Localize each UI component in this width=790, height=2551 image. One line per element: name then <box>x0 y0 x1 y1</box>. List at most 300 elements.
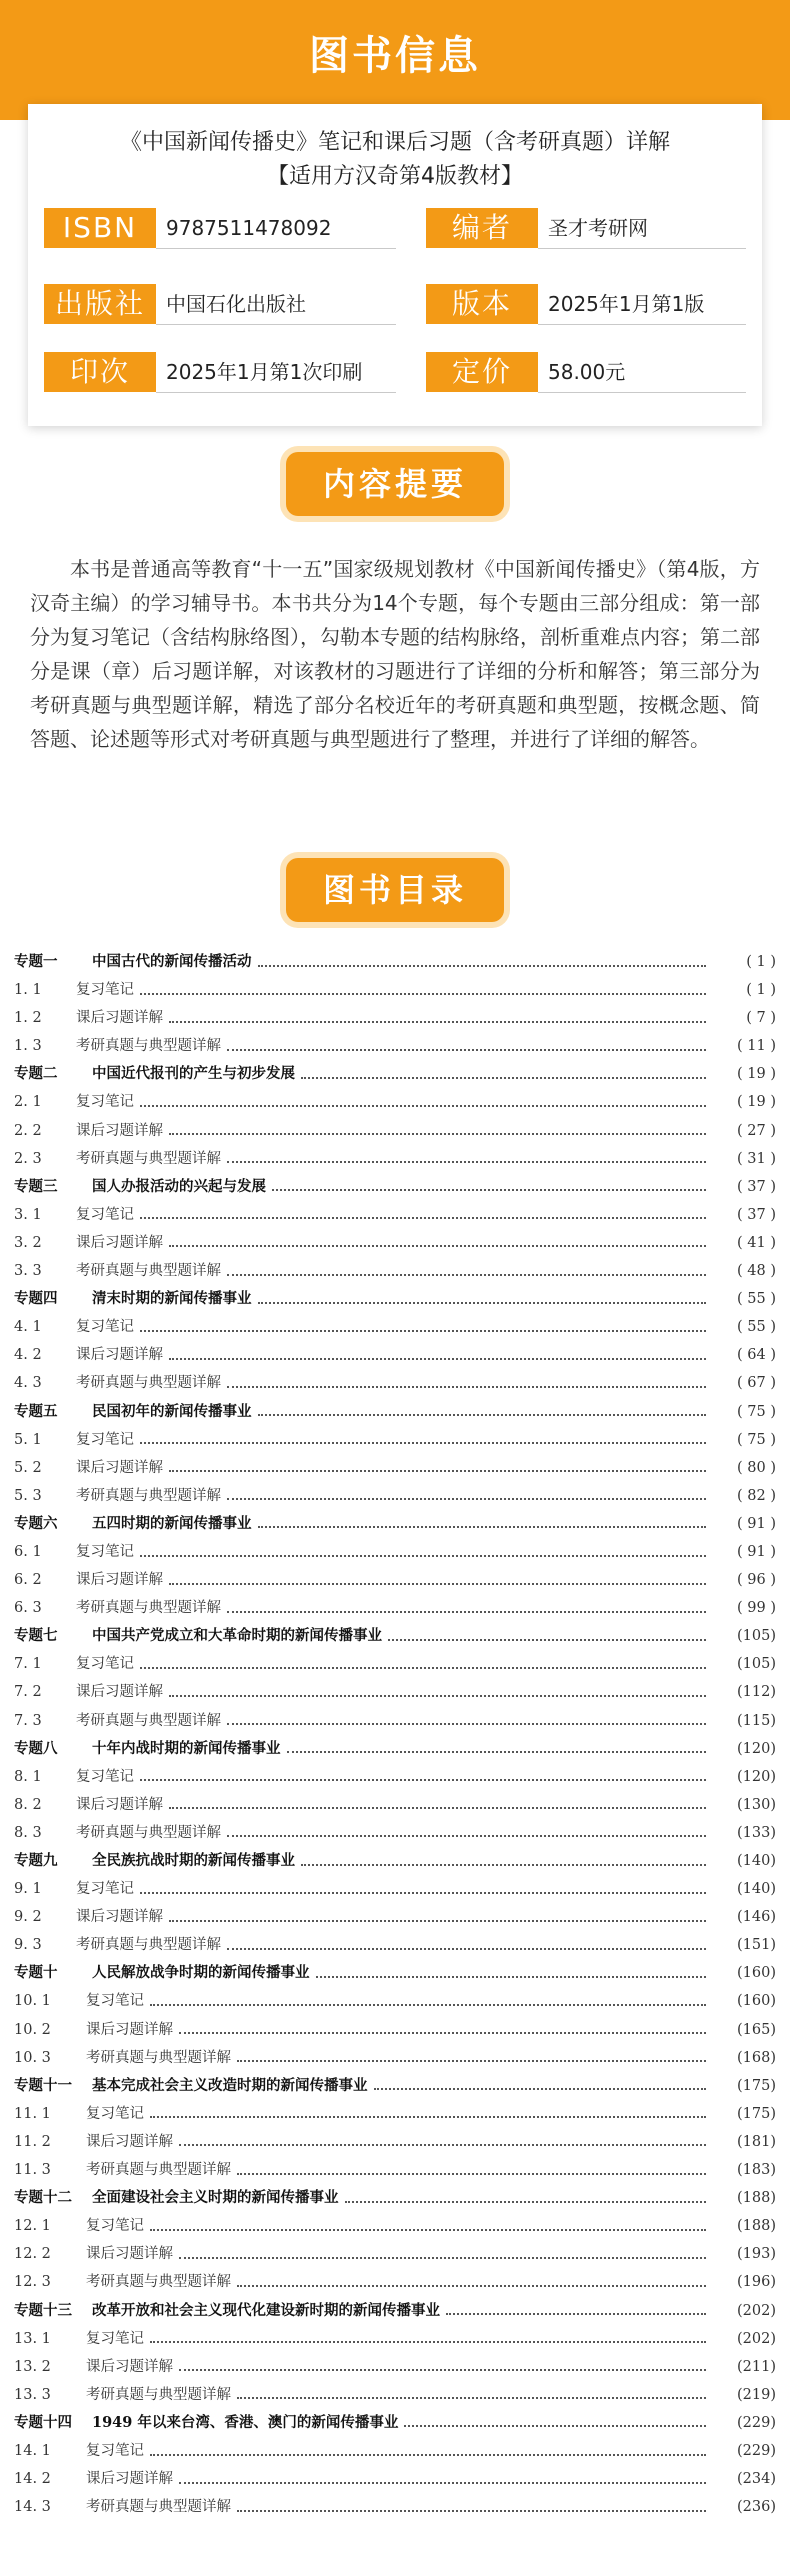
toc-page-number: ( 99 ) <box>737 1600 776 1617</box>
toc-number: 10. 3 <box>14 2049 51 2066</box>
toc-section-row[interactable] <box>14 1032 776 1060</box>
toc-page-number: ( 64 ) <box>737 1347 776 1364</box>
editor-value: 圣才考研网 <box>538 208 746 249</box>
toc-title: 基本完成社会主义改造时期的新闻传播事业 <box>92 2076 368 2094</box>
toc-number: 12. 2 <box>14 2246 51 2263</box>
toc-section-row[interactable] <box>14 1004 776 1032</box>
toc-title: 课后习题详解 <box>86 2471 173 2488</box>
toc-number: 7. 3 <box>14 1712 42 1729</box>
toc-number: 13. 3 <box>14 2386 51 2403</box>
dot-leader <box>237 2509 706 2512</box>
toc-page-number: ( 1 ) <box>746 982 776 999</box>
dot-leader <box>237 2059 706 2062</box>
toc-page-number: (168) <box>737 2049 776 2066</box>
info-row-isbn <box>44 208 746 252</box>
toc-page-number: ( 67 ) <box>737 1375 776 1392</box>
toc-title: 课后习题详解 <box>86 2358 173 2375</box>
dot-leader <box>287 1750 707 1753</box>
dot-leader <box>316 1975 707 1978</box>
toc-title: 课后习题详解 <box>76 1572 163 1589</box>
dot-leader <box>179 2031 706 2034</box>
toc-page-number: ( 37 ) <box>737 1178 776 1195</box>
toc-page-number: (140) <box>737 1881 776 1898</box>
dot-leader <box>237 2396 706 2399</box>
toc-section-row[interactable] <box>14 1538 776 1566</box>
toc-title: 复习笔记 <box>76 1881 134 1898</box>
toc-page-number: ( 19 ) <box>737 1066 776 1083</box>
toc-page-number: ( 82 ) <box>737 1487 776 1504</box>
toc-page-number: ( 75 ) <box>737 1431 776 1448</box>
dot-leader <box>237 2284 706 2287</box>
toc-title: 复习笔记 <box>86 2105 144 2122</box>
toc-chapter-row[interactable] <box>14 1847 776 1875</box>
toc-number: 专题五 <box>14 1402 58 1420</box>
toc-page-number: ( 80 ) <box>737 1459 776 1476</box>
toc-title: 课后习题详解 <box>76 1347 163 1364</box>
toc-number: 3. 2 <box>14 1234 42 1251</box>
dot-leader <box>237 2172 706 2175</box>
toc-number: 专题三 <box>14 1177 58 1195</box>
toc-number: 专题四 <box>14 1290 58 1308</box>
info-row-printing <box>44 352 746 396</box>
toc-page-number: ( 75 ) <box>737 1403 776 1420</box>
dot-leader <box>258 1301 707 1304</box>
dot-leader <box>345 2200 707 2203</box>
toc-page-number: (120) <box>737 1740 776 1757</box>
toc-number: 1. 1 <box>14 982 42 999</box>
toc-title: 考研真题与典型题详解 <box>76 1375 221 1392</box>
dot-leader <box>150 2115 706 2118</box>
toc-title: 课后习题详解 <box>86 2133 173 2150</box>
toc-section-row[interactable] <box>14 2325 776 2353</box>
dot-leader <box>140 1666 706 1669</box>
toc-title: 复习笔记 <box>86 2218 144 2235</box>
dot-leader <box>140 1104 706 1107</box>
toc-page-number: ( 11 ) <box>737 1038 776 1055</box>
dot-leader <box>169 1694 706 1697</box>
toc-page-number: (188) <box>737 2218 776 2235</box>
toc-title: 五四时期的新闻传播事业 <box>92 1514 252 1532</box>
toc-title: 考研真题与典型题详解 <box>76 1712 221 1729</box>
toc-section-row[interactable] <box>14 2437 776 2465</box>
dot-leader <box>169 1020 706 1023</box>
dot-leader <box>388 1638 706 1641</box>
toc-section-row[interactable] <box>14 1791 776 1819</box>
toc-page-number: ( 7 ) <box>746 1010 776 1027</box>
toc-number: 13. 2 <box>14 2358 51 2375</box>
toc-section-row[interactable] <box>14 1426 776 1454</box>
table-of-contents <box>14 948 776 2521</box>
editor-field <box>426 208 746 252</box>
toc-title: 复习笔记 <box>76 1656 134 1673</box>
toc-title: 课后习题详解 <box>76 1234 163 1251</box>
toc-section-row[interactable] <box>14 1369 776 1397</box>
summary-heading: 内容提要 <box>286 452 504 516</box>
toc-page-number: (130) <box>737 1796 776 1813</box>
toc-title: 人民解放战争时期的新闻传播事业 <box>92 1964 310 1982</box>
toc-page-number: (175) <box>737 2077 776 2094</box>
toc-page-number: (105) <box>737 1628 776 1645</box>
toc-chapter-row[interactable] <box>14 1285 776 1313</box>
toc-section-row[interactable] <box>14 1594 776 1622</box>
toc-page-number: (120) <box>737 1768 776 1785</box>
dot-leader <box>150 2453 706 2456</box>
dot-leader <box>227 1048 706 1051</box>
dot-leader <box>169 1244 706 1247</box>
toc-chapter-row[interactable] <box>14 1959 776 1987</box>
toc-section-row[interactable] <box>14 1707 776 1735</box>
page-title: 图书信息 <box>309 33 481 79</box>
dot-leader <box>140 992 706 995</box>
toc-number: 6. 2 <box>14 1572 42 1589</box>
toc-title: 复习笔记 <box>76 982 134 999</box>
toc-section-row[interactable] <box>14 2016 776 2044</box>
toc-number: 2. 2 <box>14 1122 42 1139</box>
isbn-field <box>44 208 396 252</box>
toc-section-row[interactable] <box>14 2240 776 2268</box>
toc-title: 全民族抗战时期的新闻传播事业 <box>92 1852 295 1869</box>
toc-title: 考研真题与典型题详解 <box>76 1038 221 1055</box>
toc-title: 课后习题详解 <box>86 2246 173 2263</box>
dot-leader <box>404 2424 706 2427</box>
toc-number: 专题六 <box>14 1514 58 1532</box>
toc-section-row[interactable] <box>14 2044 776 2072</box>
dot-leader <box>179 2368 706 2371</box>
price-field <box>426 352 746 396</box>
toc-chapter-row[interactable] <box>14 1060 776 1088</box>
toc-number: 5. 2 <box>14 1459 42 1476</box>
toc-number: 14. 3 <box>14 2499 51 2516</box>
toc-section-row[interactable] <box>14 1201 776 1229</box>
toc-page-number: ( 96 ) <box>737 1572 776 1589</box>
printing-label: 印次 <box>44 352 156 392</box>
toc-title: 十年内战时期的新闻传播事业 <box>92 1739 281 1757</box>
editor-label: 编者 <box>426 208 538 248</box>
toc-page-number: (105) <box>737 1656 776 1673</box>
toc-page-number: (188) <box>737 2190 776 2207</box>
dot-leader <box>374 2087 707 2090</box>
toc-number: 专题十二 <box>14 2189 72 2207</box>
toc-title: 全面建设社会主义时期的新闻传播事业 <box>92 2189 339 2207</box>
dot-leader <box>179 2481 706 2484</box>
toc-page-number: (160) <box>737 1993 776 2010</box>
toc-chapter-row[interactable] <box>14 1622 776 1650</box>
toc-page-number: ( 41 ) <box>737 1234 776 1251</box>
header-banner <box>0 0 790 120</box>
toc-page-number: (202) <box>737 2302 776 2319</box>
toc-number: 12. 3 <box>14 2274 51 2291</box>
toc-number: 14. 1 <box>14 2442 51 2459</box>
toc-page-number: (175) <box>737 2105 776 2122</box>
toc-number: 14. 2 <box>14 2471 51 2488</box>
toc-number: 7. 2 <box>14 1684 42 1701</box>
toc-title: 中国共产党成立和大革命时期的新闻传播事业 <box>92 1627 382 1645</box>
toc-number: 专题十一 <box>14 2076 72 2094</box>
toc-page-number: ( 31 ) <box>737 1150 776 1167</box>
toc-number: 专题十四 <box>14 2413 72 2431</box>
toc-section-row[interactable] <box>14 2268 776 2296</box>
toc-page-number: (140) <box>737 1853 776 1869</box>
toc-number: 1. 2 <box>14 1010 42 1027</box>
toc-section-row[interactable] <box>14 1875 776 1903</box>
printing-field <box>44 352 396 396</box>
toc-title: 考研真题与典型题详解 <box>76 1263 221 1280</box>
dot-leader <box>227 1385 706 1388</box>
toc-title: 民国初年的新闻传播事业 <box>92 1402 252 1420</box>
toc-page-number: (183) <box>737 2162 776 2179</box>
publisher-label: 出版社 <box>44 284 156 324</box>
toc-page-number: (193) <box>737 2246 776 2263</box>
dot-leader <box>169 1582 706 1585</box>
toc-title: 课后习题详解 <box>76 1684 163 1701</box>
toc-number: 3. 1 <box>14 1206 42 1223</box>
toc-section-row[interactable] <box>14 1341 776 1369</box>
toc-section-row[interactable] <box>14 1566 776 1594</box>
toc-chapter-row[interactable] <box>14 948 776 976</box>
toc-number: 10. 2 <box>14 2021 51 2038</box>
toc-page-number: (229) <box>737 2442 776 2459</box>
toc-section-row[interactable] <box>14 2381 776 2409</box>
dot-leader <box>140 1778 706 1781</box>
toc-chapter-row[interactable] <box>14 2409 776 2437</box>
toc-number: 8. 2 <box>14 1796 42 1813</box>
toc-title: 考研真题与典型题详解 <box>86 2499 231 2516</box>
isbn-label: ISBN <box>44 208 156 248</box>
toc-title: 考研真题与典型题详解 <box>76 1600 221 1617</box>
toc-chapter-row[interactable] <box>14 2072 776 2100</box>
dot-leader <box>140 1329 706 1332</box>
toc-title: 考研真题与典型题详解 <box>86 2162 231 2179</box>
isbn-value: 9787511478092 <box>156 208 396 249</box>
toc-number: 5. 3 <box>14 1487 42 1504</box>
toc-section-row[interactable] <box>14 1819 776 1847</box>
dot-leader <box>258 1525 707 1528</box>
toc-title: 中国古代的新闻传播活动 <box>92 953 252 970</box>
dot-leader <box>227 1834 706 1837</box>
toc-page-number: ( 27 ) <box>737 1122 776 1139</box>
toc-title: 复习笔记 <box>76 1319 134 1336</box>
toc-section-row[interactable] <box>14 1931 776 1959</box>
toc-page-number: ( 55 ) <box>737 1291 776 1308</box>
toc-section-row[interactable] <box>14 2493 776 2521</box>
toc-title: 1949 年以来台湾、香港、澳门的新闻传播事业 <box>92 2413 399 2431</box>
dot-leader <box>140 1216 706 1219</box>
dot-leader <box>179 2143 706 2146</box>
toc-title: 课后习题详解 <box>76 1459 163 1476</box>
dot-leader <box>169 1132 706 1135</box>
dot-leader <box>150 2340 706 2343</box>
toc-number: 4. 2 <box>14 1347 42 1364</box>
toc-number: 专题二 <box>14 1065 58 1083</box>
toc-title: 考研真题与典型题详解 <box>86 2274 231 2291</box>
dot-leader <box>227 1273 706 1276</box>
edition-label: 版本 <box>426 284 538 324</box>
toc-title: 中国近代报刊的产生与初步发展 <box>92 1065 295 1083</box>
toc-section-row[interactable] <box>14 1987 776 2015</box>
dot-leader <box>150 2003 706 2006</box>
toc-section-row[interactable] <box>14 1454 776 1482</box>
toc-section-row[interactable] <box>14 1145 776 1173</box>
book-info-card <box>28 104 762 426</box>
toc-number: 专题八 <box>14 1739 58 1757</box>
dot-leader <box>169 1469 706 1472</box>
toc-chapter-row[interactable] <box>14 1735 776 1763</box>
toc-page-number: (229) <box>737 2414 776 2431</box>
book-title <box>28 126 762 194</box>
dot-leader <box>227 1160 706 1163</box>
toc-page-number: (196) <box>737 2274 776 2291</box>
toc-page-number: (219) <box>737 2386 776 2403</box>
toc-title: 考研真题与典型题详解 <box>76 1937 221 1954</box>
toc-page-number: (165) <box>737 2021 776 2038</box>
dot-leader <box>140 1554 706 1557</box>
toc-title: 考研真题与典型题详解 <box>86 2386 231 2403</box>
toc-title: 课后习题详解 <box>76 1909 163 1926</box>
toc-page-number: (202) <box>737 2330 776 2347</box>
toc-section-row[interactable] <box>14 2353 776 2381</box>
toc-section-row[interactable] <box>14 2465 776 2493</box>
toc-chapter-row[interactable] <box>14 2297 776 2325</box>
toc-page-number: (181) <box>737 2133 776 2150</box>
toc-number: 8. 3 <box>14 1824 42 1841</box>
toc-number: 6. 1 <box>14 1543 42 1560</box>
publisher-value: 中国石化出版社 <box>156 284 396 325</box>
toc-number: 专题七 <box>14 1627 58 1645</box>
dot-leader <box>140 1441 706 1444</box>
toc-title: 复习笔记 <box>86 2330 144 2347</box>
toc-page-number: (146) <box>737 1909 776 1926</box>
summary-text: 本书是普通高等教育“十一五”国家级规划教材《中国新闻传播史》（第4版，方汉奇主编）的学习辅导书。本书共分为14个专题，每个专题由三部分组成：第一部分为复习笔记（含结构脉络图），勾勒本专题的结构脉络，剖析重难点内容；第二部分是课（章）后习题详解，对该教材的习题进行了详细的分析和解答；第三部分为考研真题与典型题详解，精选了部分名校近年的考研真题和典型题，按概念题、简答题、论述题等形式对考研真题与典型题进行了整理，并进行了详细的解答。 <box>30 557 760 751</box>
toc-number: 11. 1 <box>14 2105 51 2122</box>
dot-leader <box>227 1497 706 1500</box>
toc-section-row[interactable] <box>14 1088 776 1116</box>
toc-section-row[interactable] <box>14 1903 776 1931</box>
toc-page-number: (211) <box>737 2358 776 2375</box>
toc-section-row[interactable] <box>14 1650 776 1678</box>
edition-field <box>426 284 746 328</box>
toc-page-number: ( 91 ) <box>737 1543 776 1560</box>
toc-number: 4. 3 <box>14 1375 42 1392</box>
toc-title: 考研真题与典型题详解 <box>76 1487 221 1504</box>
toc-number: 9. 3 <box>14 1937 42 1954</box>
dot-leader <box>301 1863 706 1866</box>
toc-page-number: (151) <box>737 1937 776 1954</box>
toc-title: 考研真题与典型题详解 <box>86 2049 231 2066</box>
toc-number: 9. 2 <box>14 1909 42 1926</box>
toc-title: 复习笔记 <box>76 1431 134 1448</box>
toc-chapter-row[interactable] <box>14 1173 776 1201</box>
toc-title: 复习笔记 <box>76 1094 134 1111</box>
toc-page-number: ( 48 ) <box>737 1263 776 1280</box>
book-title-line1: 《中国新闻传播史》笔记和课后习题（含考研真题）详解 <box>119 130 670 155</box>
toc-title: 国人办报活动的兴起与发展 <box>92 1177 266 1195</box>
toc-page-number: ( 55 ) <box>737 1319 776 1336</box>
toc-page-number: ( 91 ) <box>737 1515 776 1532</box>
toc-number: 1. 3 <box>14 1038 42 1055</box>
toc-title: 改革开放和社会主义现代化建设新时期的新闻传播事业 <box>92 2301 440 2319</box>
toc-section-row[interactable] <box>14 1257 776 1285</box>
toc-number: 8. 1 <box>14 1768 42 1785</box>
toc-title: 课后习题详解 <box>76 1796 163 1813</box>
toc-number: 10. 1 <box>14 1993 51 2010</box>
toc-number: 13. 1 <box>14 2330 51 2347</box>
toc-number: 11. 2 <box>14 2133 51 2150</box>
toc-number: 专题一 <box>14 953 58 970</box>
dot-leader <box>169 1357 706 1360</box>
toc-title: 清末时期的新闻传播事业 <box>92 1290 252 1308</box>
toc-section-row[interactable] <box>14 1482 776 1510</box>
price-label: 定价 <box>426 352 538 392</box>
toc-page-number: (115) <box>737 1712 776 1729</box>
toc-title: 考研真题与典型题详解 <box>76 1150 221 1167</box>
toc-section-row[interactable] <box>14 1763 776 1791</box>
dot-leader <box>446 2312 706 2315</box>
edition-value: 2025年1月第1版 <box>538 284 746 325</box>
toc-heading: 图书目录 <box>286 858 504 922</box>
toc-number: 2. 1 <box>14 1094 42 1111</box>
toc-number: 专题十三 <box>14 2301 72 2319</box>
toc-section-row[interactable] <box>14 1229 776 1257</box>
toc-chapter-row[interactable] <box>14 1398 776 1426</box>
toc-page-number: (236) <box>737 2499 776 2516</box>
dot-leader <box>150 2228 706 2231</box>
toc-page-number: (160) <box>737 1965 776 1982</box>
toc-section-row[interactable] <box>14 1678 776 1706</box>
dot-leader <box>179 2256 706 2259</box>
toc-section-row[interactable] <box>14 1313 776 1341</box>
dot-leader <box>227 1610 706 1613</box>
toc-title: 课后习题详解 <box>86 2021 173 2038</box>
toc-section-row[interactable] <box>14 2212 776 2240</box>
price-value: 58.00元 <box>538 352 746 393</box>
toc-title: 复习笔记 <box>76 1543 134 1560</box>
toc-section-row[interactable] <box>14 1117 776 1145</box>
toc-title: 复习笔记 <box>76 1206 134 1223</box>
toc-number: 2. 3 <box>14 1150 42 1167</box>
toc-page-number: ( 37 ) <box>737 1206 776 1223</box>
toc-number: 4. 1 <box>14 1319 42 1336</box>
info-row-publisher <box>44 284 746 328</box>
toc-title: 课后习题详解 <box>76 1010 163 1027</box>
toc-number: 9. 1 <box>14 1881 42 1898</box>
toc-page-number: (133) <box>737 1824 776 1841</box>
toc-title: 考研真题与典型题详解 <box>76 1824 221 1841</box>
toc-title: 复习笔记 <box>86 1993 144 2010</box>
toc-chapter-row[interactable] <box>14 1510 776 1538</box>
toc-section-row[interactable] <box>14 2156 776 2184</box>
toc-section-row[interactable] <box>14 2100 776 2128</box>
dot-leader <box>140 1891 706 1894</box>
toc-section-row[interactable] <box>14 976 776 1004</box>
toc-number: 11. 3 <box>14 2162 51 2179</box>
book-title-line2: 【适用方汉奇第4版教材】 <box>267 164 523 189</box>
toc-section-row[interactable] <box>14 2128 776 2156</box>
dot-leader <box>169 1919 706 1922</box>
toc-number: 3. 3 <box>14 1263 42 1280</box>
toc-number: 6. 3 <box>14 1600 42 1617</box>
dot-leader <box>227 1722 706 1725</box>
toc-number: 专题十 <box>14 1964 58 1982</box>
toc-number: 专题九 <box>14 1852 58 1869</box>
toc-title: 课后习题详解 <box>76 1122 163 1139</box>
dot-leader <box>169 1806 706 1809</box>
toc-chapter-row[interactable] <box>14 2184 776 2212</box>
toc-page-number: ( 19 ) <box>737 1094 776 1111</box>
publisher-field <box>44 284 396 328</box>
toc-page-number: (112) <box>737 1684 776 1701</box>
dot-leader <box>258 964 707 967</box>
toc-number: 12. 1 <box>14 2218 51 2235</box>
